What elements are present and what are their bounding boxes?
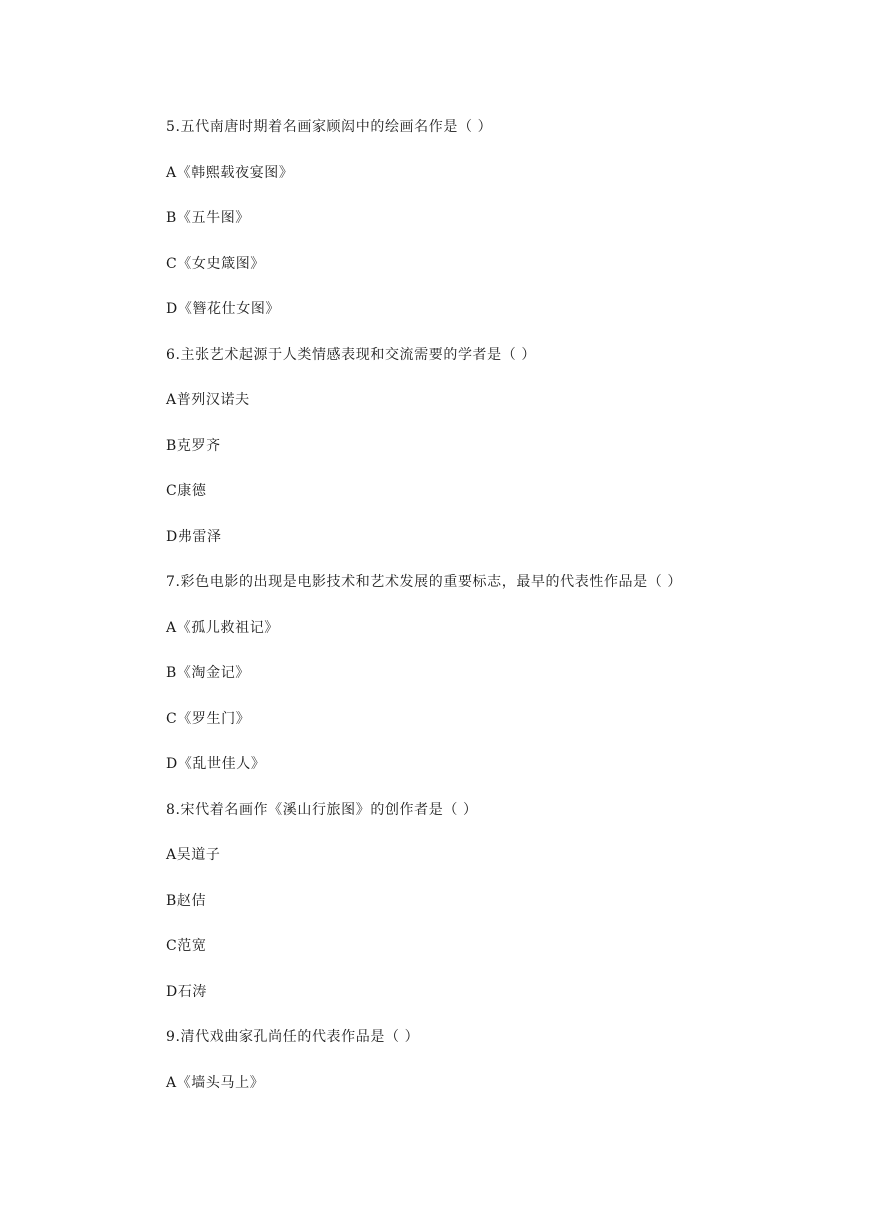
answer-option: C康德 [166, 483, 207, 499]
question-stem: 9.清代戏曲家孔尚任的代表作品是（ ） [166, 1029, 420, 1045]
answer-option: D《簪花仕女图》 [166, 301, 281, 317]
answer-option: A《韩熙载夜宴图》 [166, 164, 294, 181]
question-stem: 6.主张艺术起源于人类情感表现和交流需要的学者是（ ） [166, 346, 537, 363]
answer-option: D弗雷泽 [166, 528, 222, 545]
question-stem: 8.宋代着名画作《溪山行旅图》的创作者是（ ） [166, 801, 478, 818]
answer-option: B赵佶 [166, 892, 207, 909]
answer-option: C《罗生门》 [166, 710, 251, 727]
answer-option: D《乱世佳人》 [166, 756, 266, 772]
answer-option: D石涛 [166, 983, 208, 1000]
answer-option: B《淘金记》 [166, 665, 250, 681]
question-stem: 7.彩色电影的出现是电影技术和艺术发展的重要标志，最早的代表性作品是（ ） [166, 574, 683, 590]
answer-option: A《墙头马上》 [166, 1074, 265, 1091]
answer-option: A吴道子 [166, 847, 221, 863]
answer-option: B《五牛图》 [166, 210, 250, 226]
question-stem: 5.五代南唐时期着名画家顾闳中的绘画名作是（ ） [166, 119, 493, 135]
answer-option: C《女史箴图》 [166, 255, 265, 272]
answer-option: B克罗齐 [166, 437, 221, 454]
answer-option: A《孤儿救祖记》 [166, 619, 279, 636]
question-list [166, 116, 829, 1117]
answer-option: C范宽 [166, 938, 207, 954]
answer-option: A普列汉诺夫 [166, 392, 250, 408]
